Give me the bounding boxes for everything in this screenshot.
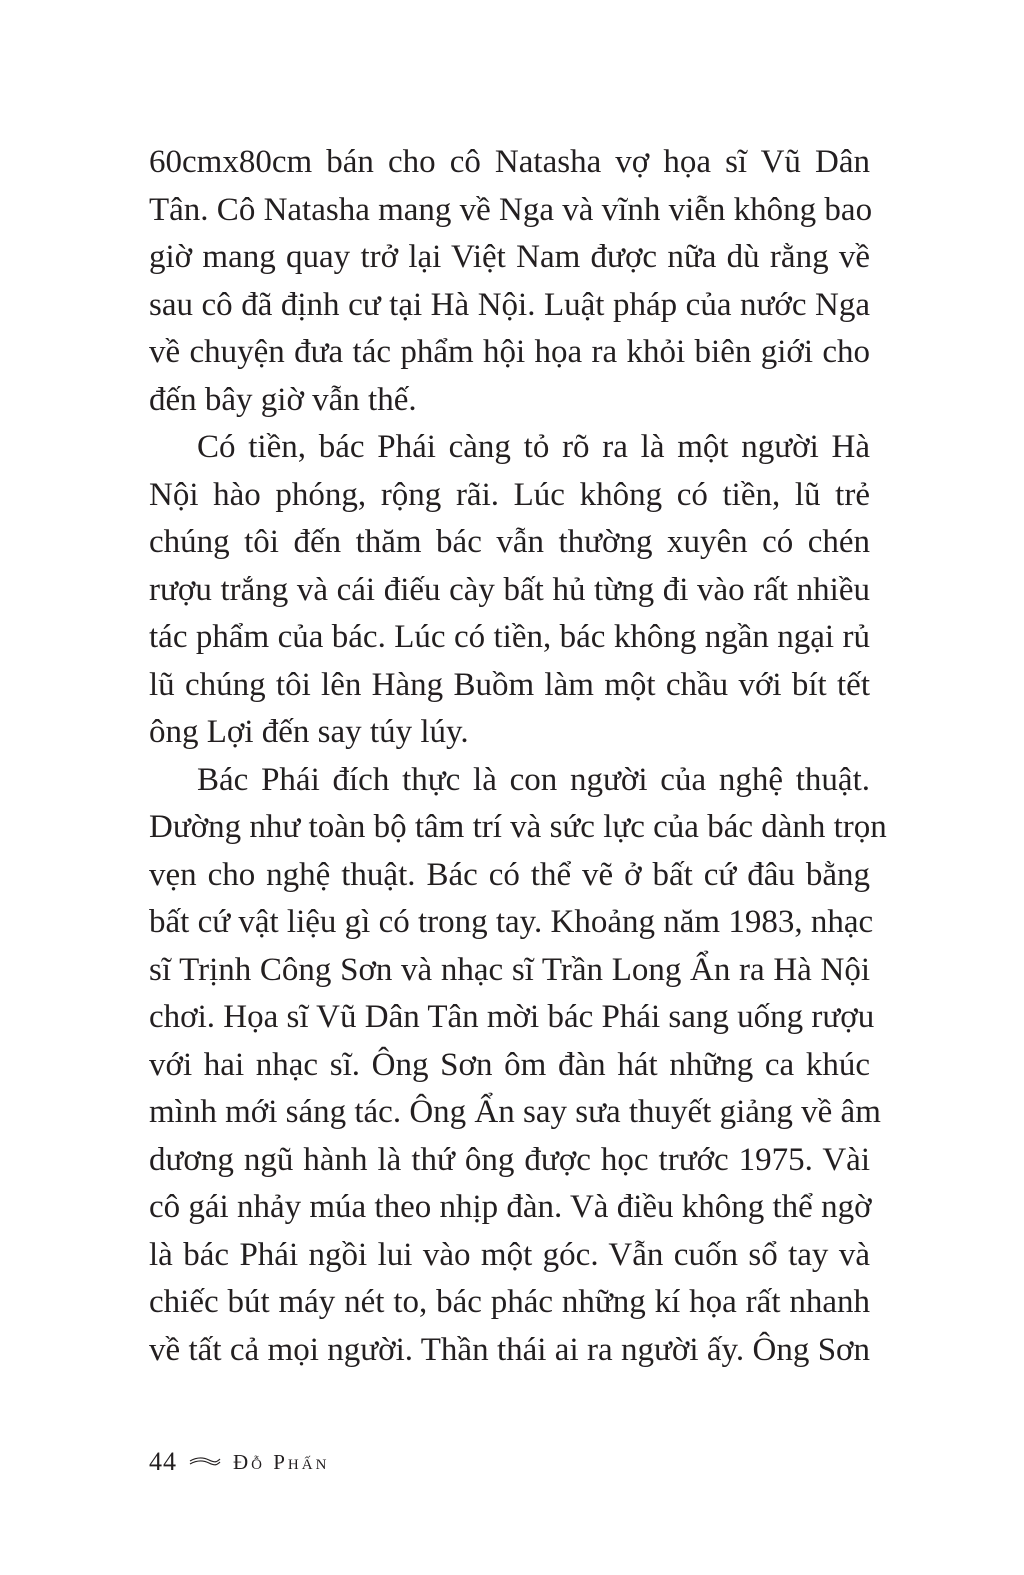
text-line: chơi. Họa sĩ Vũ Dân Tân mời bác Phái sang uống rượu <box>149 999 875 1035</box>
text-line: Nội hào phóng, rộng rãi. Lúc không có tiền, lũ trẻ <box>149 476 870 513</box>
text-line: mình mới sáng tác. Ông Ẩn say sưa thuyết giảng về âm <box>149 1094 881 1130</box>
text-line: Bác Phái đích thực là con người của nghệ thuật. <box>197 761 870 798</box>
text-line: bất cứ vật liệu gì có trong tay. Khoảng năm 1983, nhạc <box>149 904 874 940</box>
text-line: cô gái nhảy múa theo nhịp đàn. Và điều không thể ngờ <box>149 1189 872 1225</box>
page-number: 44 <box>149 1447 177 1476</box>
text-line: với hai nhạc sĩ. Ông Sơn ôm đàn hát những ca khúc <box>149 1046 870 1083</box>
text-line: đến bây giờ vẫn thế. <box>149 381 417 418</box>
text-line: vẹn cho nghệ thuật. Bác có thể vẽ ở bất cứ đâu bằng <box>149 856 870 893</box>
text-line: về tất cả mọi người. Thần thái ai ra người ấy. Ông Sơn <box>149 1331 870 1368</box>
text-line: ông Lợi đến say túy lúy. <box>149 714 469 750</box>
text-line: dương ngũ hành là thứ ông được học trước 1975. Vài <box>149 1141 870 1178</box>
body-text <box>149 139 887 1374</box>
paragraph-3 <box>149 757 887 1375</box>
text-line: tác phẩm của bác. Lúc có tiền, bác không ngần ngại rủ <box>149 619 870 655</box>
page-footer <box>149 1444 329 1480</box>
text-line: về chuyện đưa tác phẩm hội họa ra khỏi biên giới cho <box>149 334 870 370</box>
text-line: là bác Phái ngồi lui vào một góc. Vẫn cuốn sổ tay và <box>149 1236 870 1273</box>
paragraph-1 <box>149 139 873 424</box>
paragraph-2 <box>149 424 870 757</box>
text-line: sau cô đã định cư tại Hà Nội. Luật pháp của nước Nga <box>149 286 870 323</box>
text-line: rượu trắng và cái điếu cày bất hủ từng đi vào rất nhiều <box>149 571 870 608</box>
text-line: Dường như toàn bộ tâm trí và sức lực của bác dành trọn <box>149 809 887 845</box>
text-line: chúng tôi đến thăm bác vẫn thường xuyên có chén <box>149 524 870 560</box>
text-line: Tân. Cô Natasha mang về Nga và vĩnh viễn không bao <box>149 191 873 228</box>
text-line: chiếc bút máy nét to, bác phác những kí họa rất nhanh <box>149 1284 870 1320</box>
text-line: lũ chúng tôi lên Hàng Buồm làm một chầu với bít tết <box>149 666 870 703</box>
text-line: 60cmx80cm bán cho cô Natasha vợ họa sĩ Vũ Dân <box>149 144 870 180</box>
text-line: sĩ Trịnh Công Sơn và nhạc sĩ Trần Long Ẩn ra Hà Nội <box>149 951 870 988</box>
text-line: Có tiền, bác Phái càng tỏ rõ ra là một người Hà <box>197 429 870 465</box>
author-name: Đỗ Phấn <box>233 1449 330 1474</box>
text-line: giờ mang quay trở lại Việt Nam được nữa dù rằng về <box>149 239 870 275</box>
wave-ornament-icon <box>189 1455 221 1469</box>
